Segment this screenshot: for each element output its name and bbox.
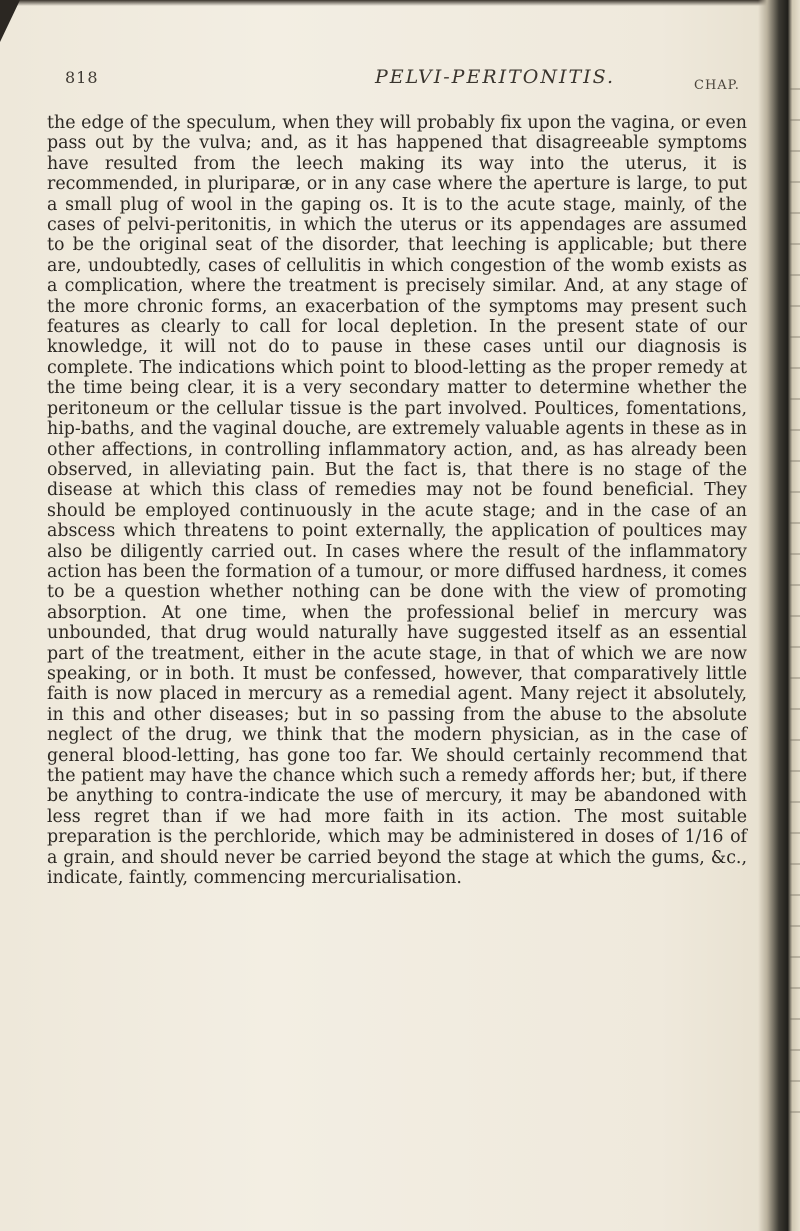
corner-fold <box>0 0 20 42</box>
adjacent-page-text-mark <box>790 739 800 741</box>
adjacent-page-text-mark <box>790 646 800 648</box>
adjacent-page-text-mark <box>790 181 800 183</box>
adjacent-page-text-mark <box>790 615 800 617</box>
adjacent-page-text-mark <box>790 119 800 121</box>
adjacent-page-text-mark <box>790 212 800 214</box>
adjacent-page-text-mark <box>790 1080 800 1082</box>
adjacent-page-text-mark <box>790 708 800 710</box>
adjacent-page-text-mark <box>790 553 800 555</box>
adjacent-page-text-mark <box>790 274 800 276</box>
adjacent-page-text-mark <box>790 367 800 369</box>
running-head <box>0 66 776 106</box>
adjacent-page-edge <box>788 0 800 1231</box>
body-text <box>47 113 747 888</box>
adjacent-page-text-mark <box>790 770 800 772</box>
adjacent-page-text-mark <box>790 336 800 338</box>
adjacent-page-text-mark <box>790 1111 800 1113</box>
adjacent-page-text-mark <box>790 801 800 803</box>
adjacent-page-text-mark <box>790 987 800 989</box>
adjacent-page-text-mark <box>790 88 800 90</box>
adjacent-page-text-mark <box>790 150 800 152</box>
adjacent-page-text-mark <box>790 398 800 400</box>
adjacent-page-text-mark <box>790 832 800 834</box>
adjacent-page-text-mark <box>790 429 800 431</box>
adjacent-page-text-mark <box>790 863 800 865</box>
running-title: PELVI-PERITONITIS. <box>375 66 616 88</box>
adjacent-page-text-mark <box>790 305 800 307</box>
adjacent-page-text-mark <box>790 1049 800 1051</box>
adjacent-page-text-mark <box>790 584 800 586</box>
adjacent-page-text-mark <box>790 522 800 524</box>
page-number: 818 <box>65 68 99 87</box>
adjacent-page-text-mark <box>790 956 800 958</box>
chapter-mark: CHAP. <box>694 78 740 93</box>
adjacent-page-text-mark <box>790 460 800 462</box>
binding-gutter <box>758 0 788 1231</box>
adjacent-page-text-mark <box>790 243 800 245</box>
adjacent-page-text-mark <box>790 925 800 927</box>
paragraph: the edge of the speculum, when they will probably fix upon the vagina, or even pass out by the vulva; and, as it has happened that disagreeable symptoms have resulted from the leech making its way into the uterus, it is recommended, in pluriparæ, or in any case where the aperture is large, to put a small plug of wool in the gaping os. It is to the acute stage, mainly, of the cases of pelvi-peritonitis, in which the uterus or its appendages are assumed to be the original seat of the disorder, that leeching is applicable; but there are, undoubtedly, cases of cellulitis in which congestion of the womb exists as a complication, where the treatment is precisely similar. And, at any stage of the more chronic forms, an exacerbation of the symptoms may present such features as clearly to call for local depletion. In the present state of our knowledge, it will not do to pause in these cases until our diagnosis is complete. The indications which point to blood-letting as the proper remedy at the time being clear, it is a very secondary matter to determine whether the peritoneum or the cellular tissue is the part involved. Poultices, fomentations, hip-baths, and the vaginal douche, are extremely valuable agents in these as in other affections, in controlling inflammatory action, and, as has already been observed, in alleviating pain. But the fact is, that there is no stage of the disease at which this class of remedies may not be found beneficial. They should be employed continuously in the acute stage; and in the case of an abscess which threatens to point externally, the application of poultices may also be diligently carried out. In cases where the result of the inflammatory action has been the formation of a tumour, or more diffused hardness, it comes to be a question whether nothing can be done with the view of promoting absorption. At one time, when the professional belief in mercury was unbounded, that drug would naturally have suggested itself as an essential part of the treatment, either in the acute stage, in that of which we are now speaking, or in both. It must be confessed, however, that comparatively little faith is now placed in mercury as a remedial agent. Many reject it absolutely, in this and other diseases; but in so passing from the abuse to the absolute neglect of the drug, we think that the modern physician, as in the case of general blood-letting, has gone too far. We should certainly recommend that the patient may have the chance which such a remedy affords her; but, if there be anything to contra-indicate the use of mercury, it may be abandoned with less regret than if we had more faith in its action. The most suitable preparation is the perchloride, which may be administered in doses of 1/16 of a grain, and should never be carried beyond the stage at which the gums, &c., indicate, faintly, commencing mercurialisation. <box>47 113 747 889</box>
adjacent-page-text-mark <box>790 1018 800 1020</box>
page-top-edge <box>0 0 776 6</box>
adjacent-page-text-mark <box>790 677 800 679</box>
adjacent-page-text-mark <box>790 894 800 896</box>
adjacent-page-text-mark <box>790 491 800 493</box>
